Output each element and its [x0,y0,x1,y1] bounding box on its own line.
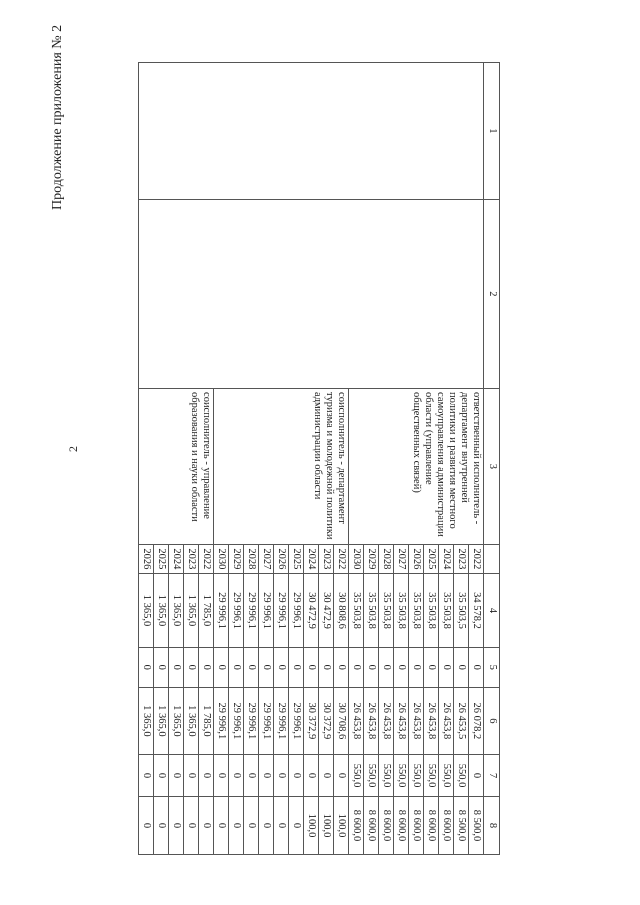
value-cell-c6: 26 453,8 [349,687,364,754]
value-cell-c7: 0 [319,755,334,797]
header-row [484,63,500,855]
value-cell-c6: 1 365,0 [139,687,154,754]
value-cell-c6: 26 453,8 [409,687,424,754]
total-cell: 30 808,6 [334,574,349,648]
value-cell-c6: 29 996,1 [289,687,304,754]
value-cell-c7: 0 [229,755,244,797]
value-cell-c8: 0 [199,797,214,855]
col-header-4: 4 [484,574,500,648]
year-cell: 2024 [169,544,184,573]
value-cell-c8: 8 600,0 [394,797,409,855]
col-header-6: 6 [484,687,500,754]
value-cell-c7: 550,0 [364,755,379,797]
value-cell-c5: 0 [394,647,409,687]
value-cell-c8: 100,0 [319,797,334,855]
total-cell: 29 996,1 [289,574,304,648]
value-cell-c5: 0 [244,647,259,687]
value-cell-c7: 0 [199,755,214,797]
value-cell-c5: 0 [259,647,274,687]
value-cell-c7: 550,0 [379,755,394,797]
col-header-1: 1 [484,63,500,200]
value-cell-c6: 26 078,2 [469,687,484,754]
year-cell: 2025 [289,544,304,573]
value-cell-c7: 0 [274,755,289,797]
value-cell-c5: 0 [139,647,154,687]
col-header-7: 7 [484,755,500,797]
col-header-2: 2 [484,199,500,388]
value-cell-c8: 8 500,0 [454,797,469,855]
executor-cell: соисполнитель - управление образования и науки области [139,389,214,545]
value-cell-c5: 0 [334,647,349,687]
value-cell-c7: 0 [289,755,304,797]
value-cell-c6: 29 996,1 [214,687,229,754]
year-cell: 2023 [319,544,334,573]
value-cell-c6: 29 996,1 [244,687,259,754]
total-cell: 35 503,8 [394,574,409,648]
col-header-8: 8 [484,797,500,855]
value-cell-c5: 0 [229,647,244,687]
col-header-3: 3 [484,389,500,545]
value-cell-c7: 0 [154,755,169,797]
year-cell: 2026 [409,544,424,573]
total-cell: 35 503,8 [439,574,454,648]
value-cell-c5: 0 [199,647,214,687]
year-cell: 2029 [364,544,379,573]
total-cell: 35 503,5 [454,574,469,648]
value-cell-c5: 0 [184,647,199,687]
value-cell-c5: 0 [289,647,304,687]
value-cell-c8: 0 [229,797,244,855]
year-cell: 2024 [439,544,454,573]
value-cell-c5: 0 [214,647,229,687]
year-cell: 2029 [229,544,244,573]
value-cell-c7: 0 [244,755,259,797]
value-cell-c8: 8 600,0 [424,797,439,855]
year-cell: 2028 [244,544,259,573]
value-cell-c8: 0 [139,797,154,855]
value-cell-c8: 0 [289,797,304,855]
value-cell-c6: 1 365,0 [154,687,169,754]
total-cell: 30 472,9 [319,574,334,648]
total-cell: 35 503,8 [424,574,439,648]
value-cell-c8: 0 [259,797,274,855]
value-cell-c5: 0 [304,647,319,687]
value-cell-c6: 29 996,1 [259,687,274,754]
cell-col1 [139,63,484,200]
year-cell: 2025 [154,544,169,573]
value-cell-c7: 550,0 [439,755,454,797]
year-cell: 2022 [334,544,349,573]
total-cell: 30 472,9 [304,574,319,648]
year-cell: 2030 [349,544,364,573]
value-cell-c5: 0 [469,647,484,687]
year-cell: 2025 [424,544,439,573]
value-cell-c8: 8 600,0 [349,797,364,855]
value-cell-c8: 8 600,0 [409,797,424,855]
value-cell-c6: 30 708,6 [334,687,349,754]
total-cell: 34 578,2 [469,574,484,648]
value-cell-c6: 30 372,9 [304,687,319,754]
year-cell: 2023 [184,544,199,573]
value-cell-c8: 100,0 [334,797,349,855]
value-cell-c7: 0 [139,755,154,797]
value-cell-c7: 550,0 [394,755,409,797]
year-cell: 2026 [139,544,154,573]
value-cell-c5: 0 [349,647,364,687]
value-cell-c7: 0 [169,755,184,797]
total-cell: 35 503,8 [409,574,424,648]
year-cell: 2030 [214,544,229,573]
executor-cell: соисполнитель - департамент туризма и молодежной политики администрации области [214,389,349,545]
value-cell-c6: 1 365,0 [169,687,184,754]
value-cell-c5: 0 [154,647,169,687]
value-cell-c8: 8 500,0 [469,797,484,855]
appendix-title: Продолжение приложения № 2 [50,24,65,210]
value-cell-c8: 100,0 [304,797,319,855]
value-cell-c7: 550,0 [424,755,439,797]
page-number: 2 [66,446,80,452]
value-cell-c5: 0 [424,647,439,687]
year-cell: 2028 [379,544,394,573]
cell-col2 [139,199,484,388]
value-cell-c6: 26 453,8 [394,687,409,754]
value-cell-c6: 29 996,1 [229,687,244,754]
value-cell-c5: 0 [169,647,184,687]
total-cell: 35 503,8 [364,574,379,648]
rotated-table-container [80,62,500,855]
year-cell: 2022 [469,544,484,573]
value-cell-c7: 0 [469,755,484,797]
value-cell-c7: 0 [259,755,274,797]
year-cell: 2024 [304,544,319,573]
value-cell-c6: 29 996,1 [274,687,289,754]
value-cell-c8: 0 [244,797,259,855]
value-cell-c7: 0 [334,755,349,797]
value-cell-c6: 26 453,8 [379,687,394,754]
value-cell-c8: 8 600,0 [379,797,394,855]
year-cell: 2027 [259,544,274,573]
value-cell-c6: 1 785,0 [199,687,214,754]
value-cell-c7: 550,0 [454,755,469,797]
value-cell-c8: 8 600,0 [439,797,454,855]
col-header-5: 5 [484,647,500,687]
value-cell-c6: 26 453,5 [454,687,469,754]
year-cell: 2026 [274,544,289,573]
total-cell: 29 996,1 [274,574,289,648]
total-cell: 1 365,0 [139,574,154,648]
value-cell-c7: 0 [214,755,229,797]
total-cell: 29 996,1 [214,574,229,648]
table-body [139,63,484,855]
total-cell: 1 785,0 [199,574,214,648]
total-cell: 1 365,0 [184,574,199,648]
value-cell-c5: 0 [364,647,379,687]
col-header-year [484,544,500,573]
value-cell-c8: 8 600,0 [364,797,379,855]
value-cell-c6: 1 365,0 [184,687,199,754]
value-cell-c5: 0 [274,647,289,687]
value-cell-c7: 550,0 [409,755,424,797]
total-cell: 29 996,1 [229,574,244,648]
total-cell: 29 996,1 [259,574,274,648]
value-cell-c8: 0 [274,797,289,855]
funding-table [138,62,500,855]
value-cell-c8: 0 [214,797,229,855]
value-cell-c5: 0 [409,647,424,687]
year-cell: 2027 [394,544,409,573]
year-cell: 2023 [454,544,469,573]
total-cell: 1 365,0 [154,574,169,648]
total-cell: 1 365,0 [169,574,184,648]
value-cell-c6: 26 453,8 [364,687,379,754]
value-cell-c8: 0 [169,797,184,855]
value-cell-c7: 550,0 [349,755,364,797]
year-cell: 2022 [199,544,214,573]
value-cell-c5: 0 [379,647,394,687]
value-cell-c7: 0 [304,755,319,797]
executor-cell: ответственный исполнитель - департамент внутренней политики и развития местного самоуправления администрации области (управление общественных связей) [349,389,484,545]
value-cell-c5: 0 [439,647,454,687]
value-cell-c7: 0 [184,755,199,797]
value-cell-c6: 26 453,8 [424,687,439,754]
value-cell-c8: 0 [184,797,199,855]
value-cell-c6: 30 372,9 [319,687,334,754]
value-cell-c8: 0 [154,797,169,855]
total-cell: 35 503,8 [349,574,364,648]
value-cell-c6: 26 453,8 [439,687,454,754]
total-cell: 35 503,8 [379,574,394,648]
value-cell-c5: 0 [454,647,469,687]
value-cell-c5: 0 [319,647,334,687]
total-cell: 29 996,1 [244,574,259,648]
table-row [469,63,484,855]
